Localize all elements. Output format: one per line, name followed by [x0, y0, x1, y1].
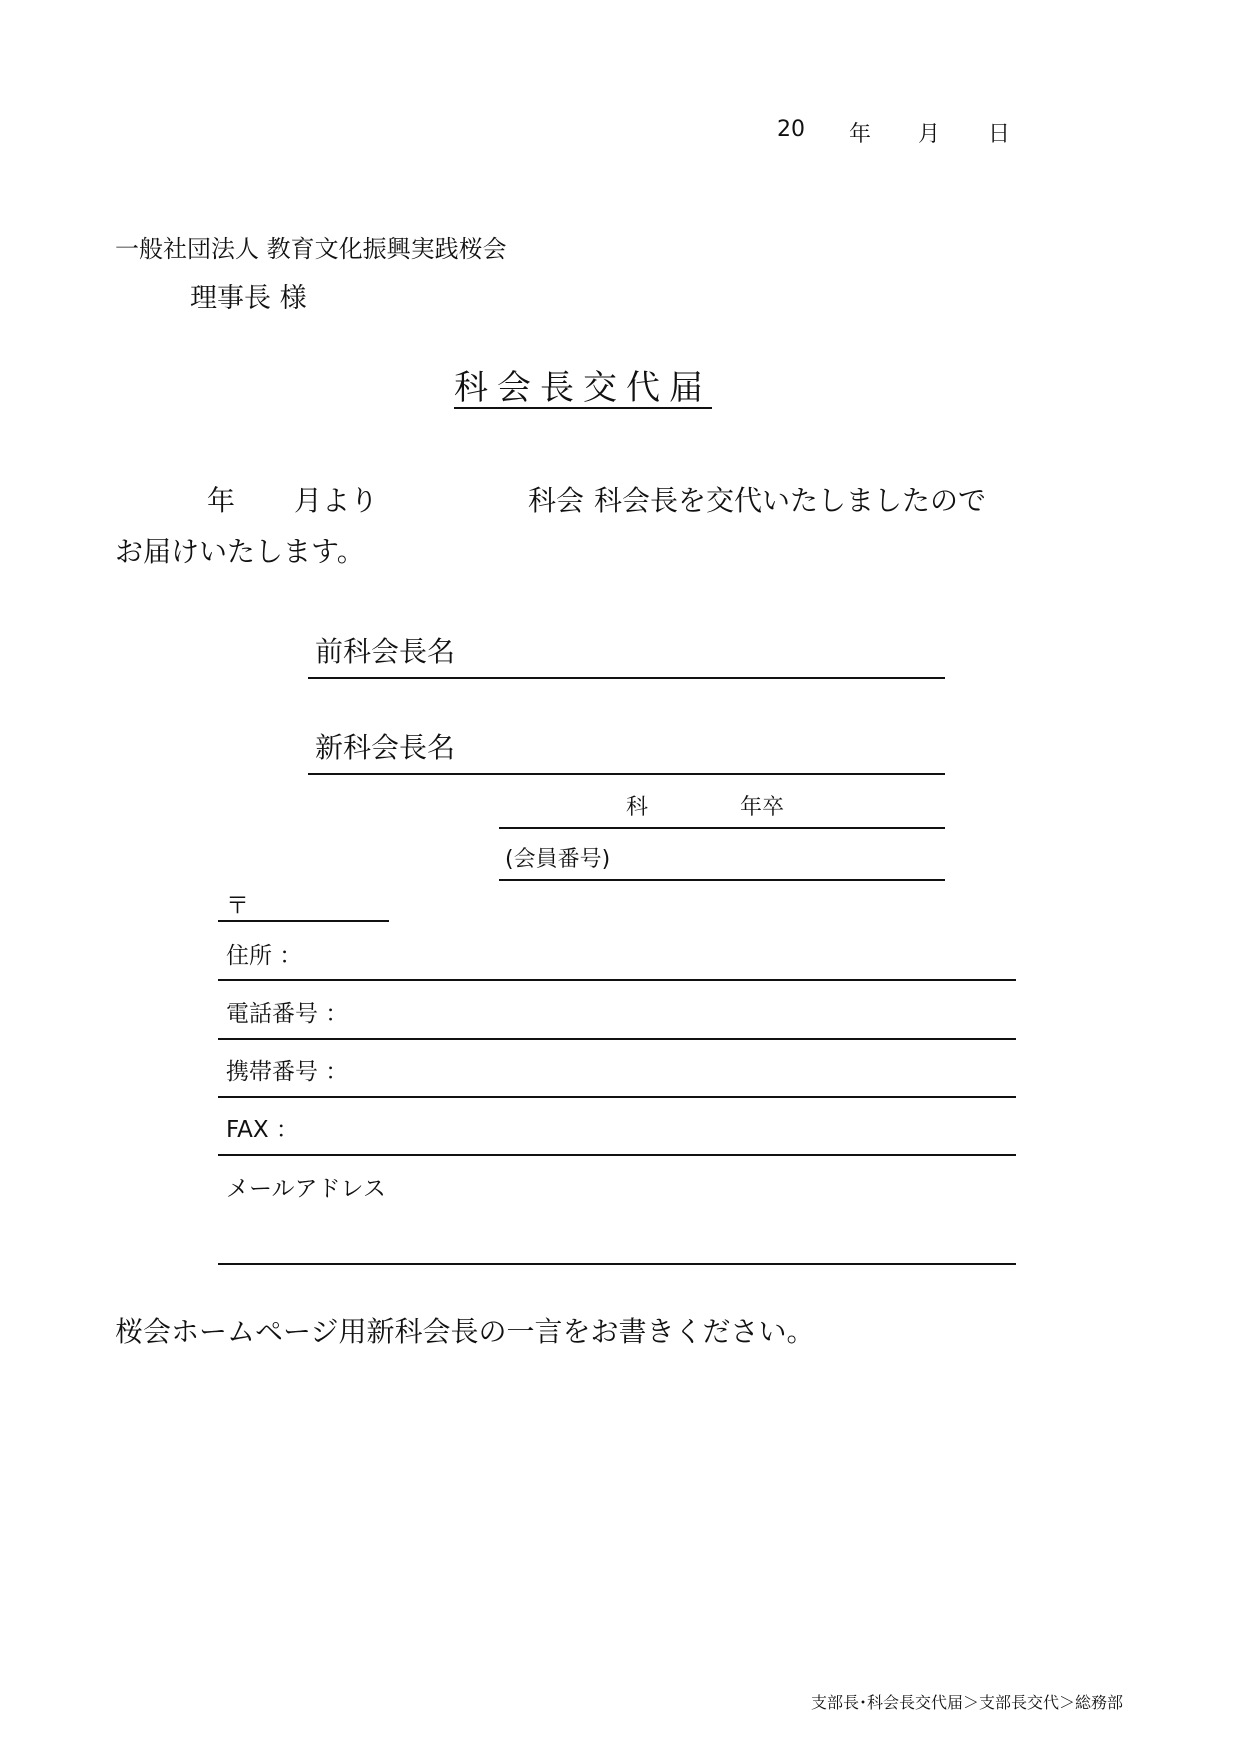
date-year-label: 年 [849, 122, 872, 147]
body-dept-label: 科会 [528, 484, 585, 517]
email-line[interactable] [218, 1263, 1016, 1265]
email-label: メールアドレス [226, 1176, 386, 1202]
previous-chair-label: 前科会長名 [315, 635, 456, 668]
fax-line[interactable] [218, 1154, 1016, 1156]
mobile-line[interactable] [218, 1096, 1016, 1098]
department-line[interactable] [499, 827, 945, 829]
date-month-label: 月 [918, 122, 941, 147]
document-title: 科会長交代届 [454, 368, 712, 408]
previous-chair-line[interactable] [308, 677, 945, 679]
date-line [0, 117, 1240, 147]
postal-mark: 〒 [226, 893, 249, 919]
member-number-label: (会員番号) [505, 847, 611, 872]
body-statement: 科会長を交代いたしましたので [594, 484, 987, 517]
mobile-label: 携帯番号 ： [226, 1059, 349, 1085]
recipient-addressee: 理事長 様 [190, 283, 307, 314]
phone-line[interactable] [218, 1038, 1016, 1040]
fax-label: FAX ： [226, 1117, 299, 1143]
recipient-organization: 一般社団法人 教育文化振興実践桜会 [115, 235, 507, 263]
footer-path: 支部長･科会長交代届＞支部長交代＞総務部 [811, 1693, 1124, 1712]
date-day-label: 日 [988, 122, 1011, 147]
address-label: 住所 ： [226, 943, 303, 969]
graduation-label: 年卒 [740, 795, 785, 820]
address-line[interactable] [218, 979, 1016, 981]
homepage-note: 桜会ホームページ用新科会長の一言をお書きください。 [115, 1315, 815, 1348]
postal-line[interactable] [218, 920, 389, 922]
date-year-prefix: 20 [777, 117, 805, 142]
body-month-label: 月より [294, 484, 379, 517]
body-statement-line2: お届けいたします。 [115, 535, 365, 568]
new-chair-label: 新科会長名 [315, 731, 456, 764]
body-year-label: 年 [207, 484, 236, 517]
member-number-line[interactable] [499, 879, 945, 881]
phone-label: 電話番号 ： [226, 1001, 349, 1027]
department-label: 科 [626, 795, 649, 820]
new-chair-line[interactable] [308, 773, 945, 775]
